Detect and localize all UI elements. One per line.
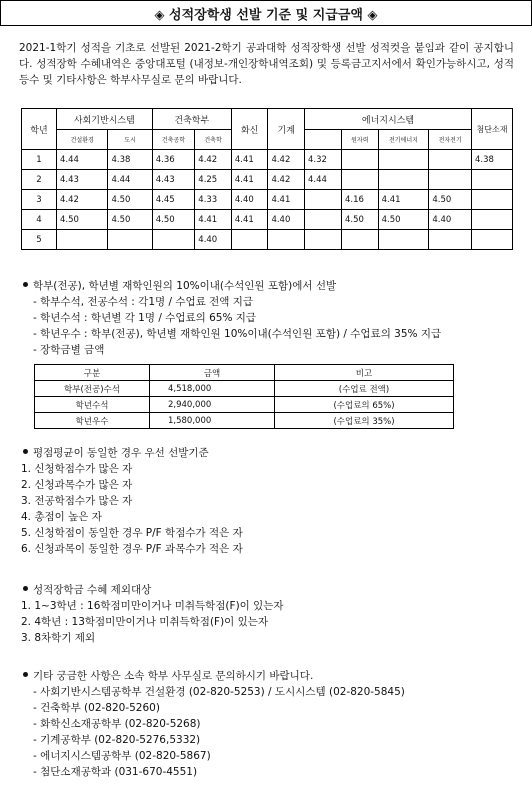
header-cell: 구분 <box>35 365 150 381</box>
amount-cell: 1,580,000 <box>150 413 275 429</box>
score-cell: 4.41 <box>231 210 268 230</box>
score-cell <box>305 210 342 230</box>
amount-cell: 2,940,000 <box>150 397 275 413</box>
score-cell <box>305 230 342 250</box>
score-cell <box>429 170 472 190</box>
header-cell: 비고 <box>275 365 454 381</box>
score-cell <box>342 170 379 190</box>
group-header: 첨단소재 <box>472 109 513 150</box>
exclusion-section <box>21 582 284 646</box>
score-cell: 4.42 <box>268 170 305 190</box>
score-cell <box>305 190 342 210</box>
score-cell <box>108 230 152 250</box>
score-cell: 4.44 <box>108 170 152 190</box>
score-cell: 4.33 <box>195 190 232 210</box>
group-header: 에너지시스템 <box>305 109 472 130</box>
contact-item: - 건축학부 (02-820-5260) <box>21 700 521 716</box>
group-header: 기계 <box>268 109 305 150</box>
contact-item: - 사회기반시스템공학부 건설환경 (02-820-5253) / 도시시스템 (02-820-5845) <box>21 684 521 700</box>
score-cell <box>268 230 305 250</box>
table-row <box>22 210 513 230</box>
selection-item: - 학년수석 : 학년별 각 1명 / 수업료의 65% 지급 <box>21 310 516 326</box>
score-cell: 4.38 <box>472 150 513 170</box>
table-row <box>35 413 454 429</box>
year-cell: 3 <box>22 190 57 210</box>
score-cell: 4.50 <box>378 210 429 230</box>
group-header: 건축학부 <box>152 109 231 130</box>
subheader-cell: 건축학 <box>195 130 232 150</box>
score-cell <box>472 210 513 230</box>
score-cell: 4.41 <box>268 190 305 210</box>
score-cell: 4.36 <box>152 150 195 170</box>
score-cell <box>429 230 472 250</box>
year-cell: 5 <box>22 230 57 250</box>
exclusion-item: 3. 8차학기 제외 <box>21 632 96 644</box>
score-cell <box>342 230 379 250</box>
note-cell: (수업료의 65%) <box>275 397 454 413</box>
contact-item: - 화학신소재공학부 (02-820-5268) <box>21 716 521 732</box>
bullet-icon <box>23 672 28 677</box>
subheader-cell: 건설환경 <box>57 130 108 150</box>
page-title <box>0 0 532 26</box>
subheader-cell: 건축공학 <box>152 130 195 150</box>
tiebreak-item: 2. 신청과목수가 많은 자 <box>21 479 133 491</box>
year-cell: 4 <box>22 210 57 230</box>
score-cell <box>378 170 429 190</box>
score-cell: 4.40 <box>195 230 232 250</box>
tiebreak-item: 6. 신청과목이 동일한 경우 P/F 과목수가 적은 자 <box>21 543 243 555</box>
score-cell: 4.42 <box>268 150 305 170</box>
score-cell: 4.50 <box>108 190 152 210</box>
contact-section <box>21 668 521 780</box>
score-cell <box>429 150 472 170</box>
table-row <box>35 381 454 397</box>
score-cell <box>472 170 513 190</box>
table-row <box>35 397 454 413</box>
score-cell: 4.50 <box>152 210 195 230</box>
score-cell: 4.41 <box>195 210 232 230</box>
subheader-cell: 전기에너지 <box>378 130 429 150</box>
score-cell: 4.41 <box>231 150 268 170</box>
group-header: 사회기반시스템 <box>57 109 153 130</box>
score-cell <box>231 230 268 250</box>
score-cell: 4.40 <box>429 210 472 230</box>
table-header-row <box>22 109 513 130</box>
score-cell: 4.44 <box>305 170 342 190</box>
table-header-row <box>35 365 454 381</box>
note-cell: (수업료의 35%) <box>275 413 454 429</box>
score-cell: 4.40 <box>268 210 305 230</box>
type-cell: 학년수석 <box>35 397 150 413</box>
type-cell: 학부(전공)수석 <box>35 381 150 397</box>
subheader-cell: 전자전기 <box>429 130 472 150</box>
score-cell: 4.50 <box>342 210 379 230</box>
intro-paragraph: 2021-1학기 성적을 기초로 선발된 2021-2학기 공과대학 성적장학생 선발 성적컷을 붙임과 같이 공지합니다. 성적장학 수혜내역은 중앙대포털 (내정보-개인장학내역조회) 및 등록금고지서에서 확인가능하시고, 성적등수 및 기타사항은 학부사무실로 문의 바랍니다. <box>19 42 514 86</box>
tiebreak-heading: 평점평균이 동일한 경우 우선 선발기준 <box>21 445 243 461</box>
scholarship-amount-table <box>34 364 454 429</box>
header-cell: 금액 <box>150 365 275 381</box>
page-title-text: ◈ 성적장학생 선발 기준 및 지급금액 ◈ <box>154 7 378 23</box>
table-row <box>22 190 513 210</box>
score-cell: 4.38 <box>108 150 152 170</box>
score-cell <box>378 150 429 170</box>
score-cell: 4.42 <box>195 150 232 170</box>
tiebreak-item: 3. 전공학점수가 많은 자 <box>21 495 133 507</box>
score-cell: 4.42 <box>57 190 108 210</box>
score-cell: 4.32 <box>305 150 342 170</box>
exclusion-item: 2. 4학년 : 13학점미만이거나 미취득학점(F)이 있는자 <box>21 616 269 628</box>
tiebreak-section <box>21 445 243 557</box>
score-cell <box>57 230 108 250</box>
subheader-cell <box>305 130 342 150</box>
tiebreak-item: 5. 신청학점이 동일한 경우 P/F 학점수가 적은 자 <box>21 527 243 539</box>
contact-heading: 기타 궁금한 사항은 소속 학부 사무실로 문의하시기 바랍니다. <box>21 668 521 684</box>
score-cell: 4.41 <box>231 170 268 190</box>
bullet-icon <box>23 586 28 591</box>
score-cell: 4.50 <box>429 190 472 210</box>
subheader-cell: 도시 <box>108 130 152 150</box>
score-cell: 4.25 <box>195 170 232 190</box>
score-cell <box>378 230 429 250</box>
selection-section <box>21 278 516 358</box>
exclusion-heading: 성적장학금 수혜 제외대상 <box>21 582 284 598</box>
score-cell: 4.45 <box>152 190 195 210</box>
year-header: 학년 <box>22 109 57 150</box>
score-cell: 4.43 <box>57 170 108 190</box>
year-cell: 2 <box>22 170 57 190</box>
contact-item: - 에너지시스템공학부 (02-820-5867) <box>21 748 521 764</box>
group-header: 화신 <box>231 109 268 150</box>
score-cell: 4.43 <box>152 170 195 190</box>
score-cell: 4.40 <box>231 190 268 210</box>
score-cut-table <box>21 108 513 250</box>
tiebreak-item: 1. 신청학점수가 많은 자 <box>21 463 133 475</box>
score-cell: 4.50 <box>57 210 108 230</box>
selection-item: - 학부수석, 전공수석 : 각1명 / 수업료 전액 지급 <box>21 294 516 310</box>
score-cell: 4.50 <box>108 210 152 230</box>
year-cell: 1 <box>22 150 57 170</box>
amount-cell: 4,518,000 <box>150 381 275 397</box>
selection-item: - 장학금별 금액 <box>21 342 516 358</box>
contact-item: - 기계공학부 (02-820-5276,5332) <box>21 732 521 748</box>
score-cell: 4.16 <box>342 190 379 210</box>
contact-item: - 첨단소재공학과 (031-670-4551) <box>21 764 521 780</box>
bullet-icon <box>23 282 28 287</box>
tiebreak-item: 4. 총점이 높은 자 <box>21 511 102 523</box>
selection-heading: 학부(전공), 학년별 재학인원의 10%이내(수석인원 포함)에서 선발 <box>21 278 516 294</box>
note-cell: (수업료 전액) <box>275 381 454 397</box>
score-cell <box>472 230 513 250</box>
table-row <box>22 150 513 170</box>
score-cell: 4.44 <box>57 150 108 170</box>
score-cell <box>472 190 513 210</box>
subheader-cell: 원자력 <box>342 130 379 150</box>
score-cell: 4.41 <box>378 190 429 210</box>
table-row <box>22 230 513 250</box>
table-row <box>22 170 513 190</box>
type-cell: 학년우수 <box>35 413 150 429</box>
exclusion-item: 1. 1~3학년 : 16학점미만이거나 미취득학점(F)이 있는자 <box>21 600 284 612</box>
bullet-icon <box>23 449 28 454</box>
score-cell <box>152 230 195 250</box>
selection-item: - 학년우수 : 학부(전공), 학년별 재학인원 10%이내(수석인원 포함) / 수업료의 35% 지급 <box>21 326 516 342</box>
score-cell <box>342 150 379 170</box>
